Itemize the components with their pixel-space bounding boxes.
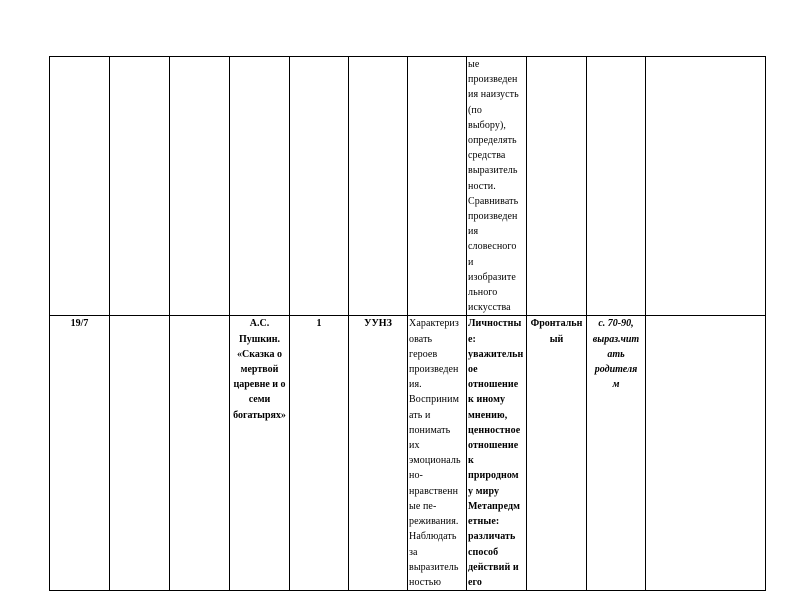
text-line: ый	[549, 333, 564, 345]
text-line: царевне и о	[233, 379, 286, 391]
text-line: произведен	[409, 364, 459, 376]
text-line: етные:	[468, 516, 500, 528]
text-line: за	[409, 546, 418, 558]
text-line: к иному	[468, 394, 506, 406]
text-line: у миру	[468, 485, 500, 497]
text-line: е:	[468, 333, 476, 345]
text-line: ценностное	[468, 424, 521, 436]
text-line: отношение	[468, 379, 519, 391]
text-line: но-	[409, 470, 423, 482]
text-line: выразитель	[409, 561, 459, 573]
cell-homework	[587, 57, 646, 316]
cell-results	[467, 316, 527, 591]
lesson-plan-table	[49, 56, 766, 591]
text-line: изобразите	[468, 271, 516, 283]
text-line: ые пе-	[409, 500, 437, 512]
text-line: богатырях»	[233, 409, 286, 421]
cell-results	[467, 57, 527, 316]
cell-date-plan	[110, 316, 170, 591]
text-line: различать	[468, 531, 516, 543]
text-line: искусства	[468, 302, 511, 314]
cell-date-fact	[170, 316, 230, 591]
text-line: его	[468, 576, 483, 588]
text-line: Характериз	[409, 318, 459, 330]
table-row	[50, 57, 766, 316]
text-line: А.С.	[249, 318, 270, 330]
text-line: ия	[468, 226, 479, 238]
cell-lesson-type: УУНЗ	[349, 316, 408, 591]
cell-activities	[408, 57, 467, 316]
text-line: героев	[409, 348, 438, 360]
text-line: природном	[468, 470, 519, 482]
text-line: средства	[468, 150, 506, 162]
cell-date-fact	[170, 57, 230, 316]
text-line: ия.	[409, 379, 422, 391]
cell-lesson-type	[349, 57, 408, 316]
table-row	[50, 316, 766, 591]
text-line: ностью	[409, 576, 442, 588]
text-line: словесного	[468, 241, 517, 253]
text-line: их	[409, 440, 420, 452]
text-line: нравственн	[409, 485, 459, 497]
text-line: действий и	[468, 561, 519, 573]
text-line: ое	[468, 364, 478, 376]
text-line: реживания.	[409, 516, 459, 528]
text-line: Фронтальн	[530, 318, 583, 330]
text-line: ия наизусть	[468, 89, 519, 101]
text-line: мертвой	[240, 364, 279, 376]
text-line: м	[612, 379, 620, 391]
cell-notes	[646, 57, 766, 316]
text-line: Восприним	[409, 394, 459, 406]
text-line: Сравнивать	[468, 195, 519, 207]
text-line: родителя	[594, 364, 638, 376]
text-line: произведен	[468, 211, 518, 223]
text-line: Пушкин.	[238, 333, 280, 345]
cell-number: 19/7	[50, 316, 110, 591]
text-line: льного	[468, 287, 498, 299]
text-line: овать	[409, 333, 433, 345]
text-line: «Сказка о	[237, 348, 282, 360]
cell-homework	[587, 316, 646, 591]
text-line: к	[468, 455, 474, 467]
cell-topic	[230, 57, 290, 316]
text-line: мнению,	[468, 409, 508, 421]
text-line: определять	[468, 135, 517, 147]
cell-hours: 1	[290, 316, 349, 591]
text-line: произведен	[468, 74, 518, 86]
text-line: и	[468, 256, 474, 268]
text-line: отношение	[468, 440, 519, 452]
text-line: способ	[468, 546, 499, 558]
text-line: ать и	[409, 409, 431, 421]
text-line: ать	[607, 348, 625, 360]
text-line: эмоциональ	[409, 455, 461, 467]
cell-form	[527, 57, 587, 316]
text-line: Наблюдать	[409, 531, 457, 543]
text-line: с. 70-90,	[598, 318, 634, 330]
cell-date-plan	[110, 57, 170, 316]
cell-activities	[408, 316, 467, 591]
cell-hours	[290, 57, 349, 316]
text-line: выбору),	[468, 119, 507, 131]
text-line: понимать	[409, 424, 451, 436]
text-line: выраз.чит	[592, 333, 640, 345]
text-line: семи	[248, 394, 271, 406]
text-line: (по	[468, 104, 482, 116]
cell-topic	[230, 316, 290, 591]
text-line: Метапредм	[468, 500, 521, 512]
cell-number	[50, 57, 110, 316]
text-line: уважительн	[468, 348, 524, 360]
text-line: Личностны	[468, 318, 522, 330]
text-line: ые	[468, 59, 480, 70]
cell-notes	[646, 316, 766, 591]
text-line: выразитель	[468, 165, 518, 177]
text-line: ности.	[468, 180, 496, 192]
cell-form	[527, 316, 587, 591]
